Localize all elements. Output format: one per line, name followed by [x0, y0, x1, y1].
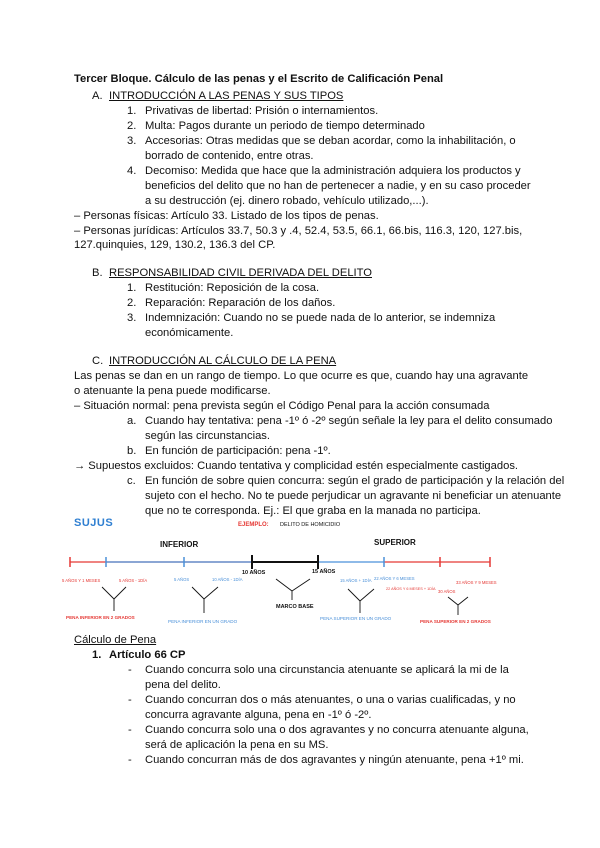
far-c-label: 33 AÑOS Y 9 MESES: [456, 580, 497, 585]
sub-item-text: Cuando hay tentativa: pena -1º ó -2º según señale la ley para el delito consumado: [145, 415, 553, 427]
sub-item-text: que no te corresponda. Ej.: El que graba en la manada no participa.: [145, 505, 481, 517]
ten-years-label: 10 AÑOS: [242, 570, 266, 576]
list-item-text: a su destrucción (ej. dinero robado, vehículo utilizado,...).: [145, 195, 429, 207]
bracket-superior-1: [348, 589, 374, 613]
pena-inferior-2-label: PENA INFERIOR EN 2 GRADOS: [66, 615, 135, 620]
article-number: 1.: [92, 649, 102, 661]
paragraph-line: o atenuante la pena puede modificarse.: [74, 385, 271, 397]
sub-item-marker: a.: [127, 415, 137, 427]
section-a-marker: A.: [92, 90, 103, 102]
list-item-number: 1.: [127, 282, 137, 294]
ejemplo-label: EJEMPLO:: [238, 522, 269, 528]
sujus-logo: SUJUS: [74, 517, 114, 529]
section-c-heading: INTRODUCCIÓN AL CÁLCULO DE LA PENA: [109, 355, 337, 367]
right-b-label: 22 AÑOS Y 6 MESES: [374, 576, 415, 581]
sub-item-marker: c.: [127, 475, 136, 487]
list-item-text: Privativas de libertad: Prisión o internamientos.: [145, 105, 379, 117]
ejemplo-text: DELITO DE HOMICIDIO: [280, 522, 341, 528]
section-b-heading: RESPONSABILIDAD CIVIL DERIVADA DEL DELITO: [109, 267, 372, 279]
list-item-text: Multa: Pagos durante un periodo de tiempo determinado: [145, 120, 425, 132]
excluded-line: → Supuestos excluidos: Cuando tentativa y complicidad estén especialmente castigados.: [74, 460, 519, 472]
mid-a-label: 5 AÑOS: [174, 577, 190, 582]
bullet-text: Cuando concurran más de dos agravantes y ningún atenuante, pena +1º mi.: [145, 754, 524, 766]
pena-inferior-1-label: PENA INFERIOR EN UN GRADO: [168, 619, 238, 624]
article-title: Artículo 66 CP: [109, 649, 186, 661]
pena-superior-2-label: PENA SUPERIOR EN 2 GRADOS: [420, 619, 491, 624]
fifteen-years-label: 15 AÑOS: [312, 569, 336, 575]
sub-item-text: según las circunstancias.: [145, 430, 270, 442]
pena-superior-1-label: PENA SUPERIOR EN UN GRADO: [320, 616, 392, 621]
far-b-label: 30 AÑOS: [438, 589, 456, 594]
list-item-text: económicamente.: [145, 327, 234, 339]
list-item-number: 3.: [127, 135, 137, 147]
list-item-number: 2.: [127, 120, 137, 132]
paragraph-line: – Situación normal: pena prevista según el Código Penal para la acción consumada: [74, 400, 490, 412]
bullet-dash: -: [128, 694, 132, 706]
bracket-marco-base: [276, 579, 310, 600]
sub-item-text: En función de participación: pena -1º.: [145, 445, 331, 457]
bullet-dash: -: [128, 664, 132, 676]
bullet-text: pena del delito.: [145, 679, 221, 691]
sub-item-text: En función de sobre quien concurra: según el grado de participación y la relación del: [145, 475, 565, 487]
sub-item-text: sujeto con el hecho. No te puede perjudicar un agravante ni beneficiar un atenuante: [145, 490, 562, 502]
bullet-text: será de aplicación la pena en su MS.: [145, 739, 329, 751]
far-a-label: 22 AÑOS Y 6 MESES + 1DÍA: [386, 587, 436, 591]
bracket-inferior-2: [102, 587, 126, 611]
inferior-label: INFERIOR: [160, 540, 199, 549]
right-a-label: 15 AÑOS + 1DÍA: [340, 578, 372, 583]
bracket-superior-2: [448, 597, 468, 615]
bullet-dash: -: [128, 724, 132, 736]
list-item-number: 3.: [127, 312, 137, 324]
penalty-range-diagram: [62, 513, 502, 633]
list-item-text: borrado de contenido, entre otras.: [145, 150, 314, 162]
marco-base-label: MARCO BASE: [276, 604, 314, 610]
left-b-label: 5 AÑOS - 1DÍA: [119, 578, 148, 583]
note-line: – Personas físicas: Artículo 33. Listado de los tipos de penas.: [74, 210, 379, 222]
bullet-text: concurra agravante alguna, pena en -1º ó -2º.: [145, 709, 372, 721]
list-item-text: Decomiso: Medida que hace que la administración adquiera los productos y: [145, 165, 521, 177]
list-item-number: 2.: [127, 297, 137, 309]
superior-label: SUPERIOR: [374, 538, 416, 547]
section-b-marker: B.: [92, 267, 103, 279]
list-item-number: 1.: [127, 105, 137, 117]
sub-item-marker: b.: [127, 445, 137, 457]
paragraph-line: Las penas se dan en un rango de tiempo. Lo que ocurre es que, cuando hay una agravante: [74, 370, 529, 382]
left-a-label: 5 AÑOS Y 1 MESES: [62, 578, 101, 583]
list-item-text: Restitución: Reposición de la cosa.: [145, 282, 320, 294]
section-c-marker: C.: [92, 355, 104, 367]
list-item-text: Accesorias: Otras medidas que se deban acordar, como la inhabilitación, o: [145, 135, 516, 147]
list-item-number: 4.: [127, 165, 137, 177]
note-line: 127.quinquies, 129, 130.2, 136.3 del CP.: [74, 239, 276, 251]
bullet-text: Cuando concurra solo una o dos agravantes y no concurra atenuante alguna,: [145, 724, 529, 736]
note-line: – Personas jurídicas: Artículos 33.7, 50.3 y .4, 52.4, 53.5, 66.1, 66.bis, 116.3, 120, 127.bis,: [74, 225, 523, 237]
list-item-text: Reparación: Reparación de los daños.: [145, 297, 336, 309]
bracket-inferior-1: [192, 587, 218, 613]
list-item-text: Indemnización: Cuando no se puede nada de lo anterior, se indemniza: [145, 312, 496, 324]
bullet-dash: -: [128, 754, 132, 766]
calculo-heading: Cálculo de Pena: [74, 634, 157, 646]
document-title: Tercer Bloque. Cálculo de las penas y el Escrito de Calificación Penal: [74, 73, 444, 85]
mid-b-label: 10 AÑOS - 1DÍA: [212, 577, 243, 582]
bullet-text: Cuando concurran dos o más atenuantes, o una o varias cualificadas, y no: [145, 694, 516, 706]
bullet-text: Cuando concurra solo una circunstancia atenuante se aplicará la mi de la: [145, 664, 509, 676]
list-item-text: beneficios del delito que no han de pertenecer a nadie, y en su caso proceder: [145, 180, 531, 192]
section-a-heading: INTRODUCCIÓN A LAS PENAS Y SUS TIPOS: [109, 90, 344, 102]
